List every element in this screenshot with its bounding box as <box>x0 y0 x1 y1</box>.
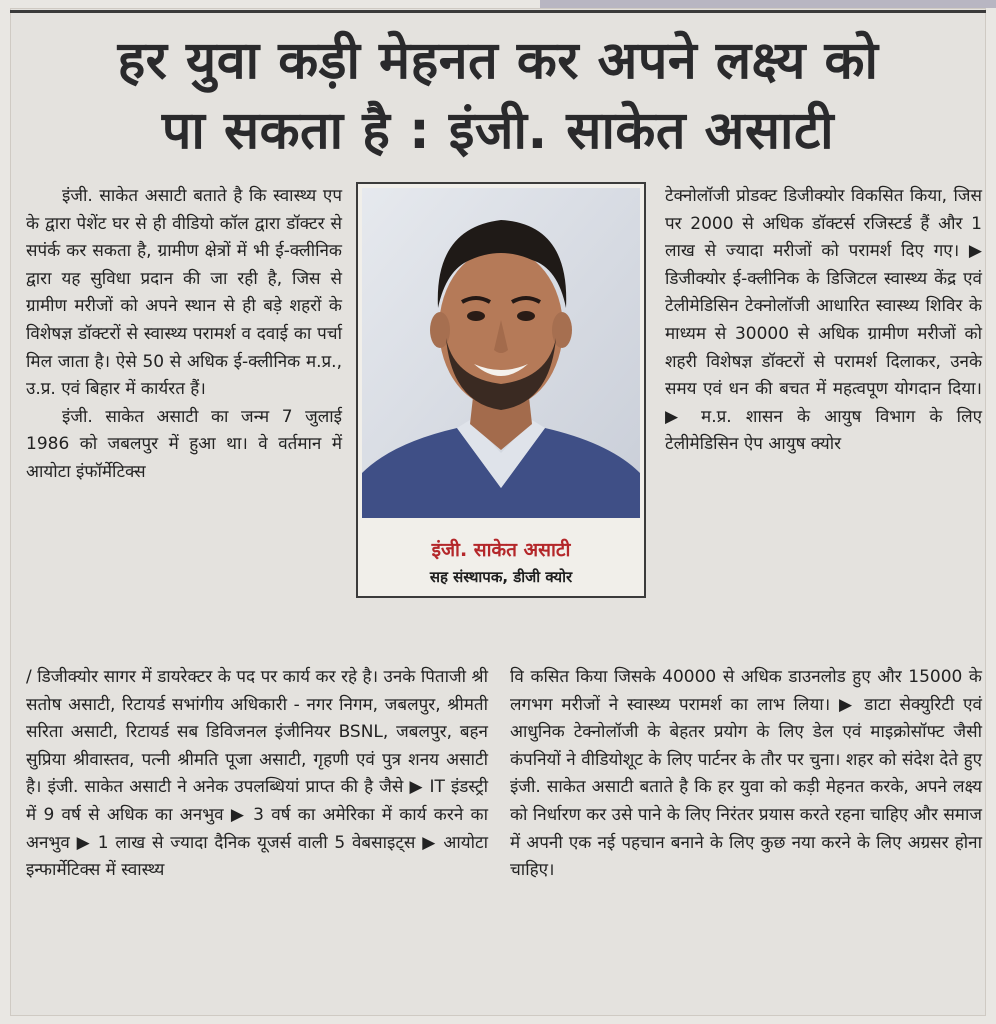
portrait-photo <box>362 188 640 518</box>
article-paragraph-2: इंजी. साकेत असाटी का जन्म 7 जुलाई 1986 को जबलपुर में हुआ था। वे वर्तमान में आयोटा इंफॉर्मेटिक्स <box>26 406 342 482</box>
top-rule <box>10 10 986 13</box>
article-left-wide-column <box>26 664 488 885</box>
photo-box <box>356 182 646 598</box>
article-paragraph-1: इंजी. साकेत असाटी बताते है कि स्वास्थ्य एप के द्वारा पेशेंट घर से ही वीडियो कॉल द्वारा डॉक्टर से सपंर्क कर सकता है, ग्रामीण क्षेत्रों में भी ई-क्लीनिक द्वारा यह सुविधा प्रदान की जा रही है, जिस से ग्रामीण मरीजों को अपने स्थान से ही बड़े शहरों के विशेषज्ञ डॉक्टरों से स्वास्थ्य परामर्श व दवाई का पर्चा मिल जाता है। ऐसे 50 से अधिक ई-क्लीनिक म.प्र., उ.प्र. एवं बिहार में कार्यरत हैं। <box>26 186 342 400</box>
top-edge-strip <box>540 0 996 8</box>
article-right-column <box>665 183 982 459</box>
headline <box>22 26 974 166</box>
article-bottom-text: वि कसित किया जिसके 40000 से अधिक डाउनलोड हुए और 15000 के लगभग मरीजों ने स्वास्थ्य परामर्श का लाभ लिया। ▶ डाटा सेक्युरिटी एवं आधुनिक टेक्नोलॉजी के बेहतर प्रयोग के लिए डेल एवं माइक्रोसॉफ्ट जैसी कंपनियों ने वीडियोशूट के लिए पार्टनर के तौर पर चुना। शहर को संदेश देते हुए इंजी. साकेत असाटी बताते है कि हर युवा को कड़ी मेहनत करके, अपने लक्ष्य को निर्धारण कर उसे पाने के लिए निरंतर प्रयास करते रहना चाहिए और समाज में अपनी एक नई पहचान बनाने के लिए कुछ नया करने के लिए अग्रसर होना चाहिए। <box>510 667 982 881</box>
portrait-illustration <box>362 188 640 518</box>
photo-caption-name: इंजी. साकेत असाटी <box>431 539 571 561</box>
headline-line-1: हर युवा कड़ी मेहनत कर अपने लक्ष्य को <box>117 31 879 91</box>
article-left-column <box>26 183 342 487</box>
photo-caption-role: सह संस्थापक, डीजी क्योर <box>429 568 573 586</box>
headline-line-2: पा सकता है : इंजी. साकेत असाटी <box>161 101 835 161</box>
article-right-text: टेक्नोलॉजी प्रोडक्ट डिजीक्योर विकसित किया, जिस पर 2000 से अधिक डॉक्टर्स रजिस्टर्ड हैं और 1 लाख से ज्यादा मरीजों को परामर्श दिए गए। ▶ डिजीक्योर ई-क्लीनिक के डिजिटल स्वास्थ्य केंद्र एवं टेलीमेडिसिन टेक्नोलॉजी आधारित स्वास्थ्य शिविर के माध्यम से 30000 से अधिक ग्रामीण मरीजों को शहरी विशेषज्ञ डॉक्टरों से परामर्श दिलाकर, उनके समय एवं धन की बचत में महत्वपूण योगदान दिया। ▶ म.प्र. शासन के आयुष विभाग के लिए टेलीमेडिसिन ऐप आयुष क्योर <box>665 186 982 455</box>
article-bottom-right-column <box>510 664 982 885</box>
article-left-wide-text: / डिजीक्योर सागर में डायरेक्टर के पद पर कार्य कर रहे है। उनके पिताजी श्री सतोष असाटी, रिटायर्ड सभांगीय अधिकारी - नगर निगम, जबलपुर, श्रीमती सरिता असाटी, रिटायर्ड सब डिविजनल इंजीनियर BSNL, जबलपुर, बहन सुप्रिया श्रीवास्तव, पत्नी श्रीमति पूजा असाटी, गृहणी एवं पुत्र शनय असाटी है। इंजी. साकेत असाटी ने अनेक उपलब्धियां प्राप्त की है जैसे ▶ IT इंडस्ट्री में 9 वर्ष से अधिक का अनभुव ▶ 3 वर्ष का अमेरिका में कार्य करने का अनभुव ▶ 1 लाख से ज्यादा दैनिक यूजर्स वाली 5 वेबसाइट्स ▶ आयोटा इन्फार्मेटिक्स में स्वास्थ्य <box>26 667 488 881</box>
